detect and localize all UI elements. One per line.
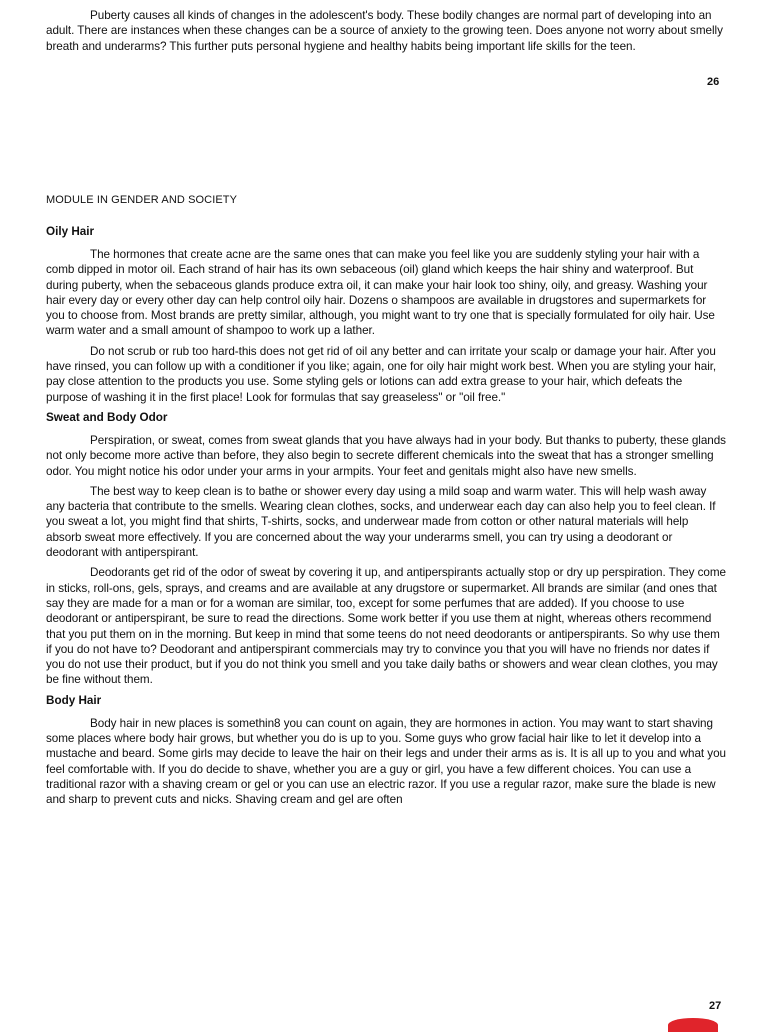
page-number-bottom: 27 <box>709 1000 722 1012</box>
main-content <box>46 222 726 813</box>
paragraph: Body hair in new places is somethin8 you can count on again, they are hormones in action. You may want to start shaving some places where body hair grows, but whether you do is up to you. Some guys who grow facial hair like to let it develop into a mustache and beard. Some girls may decide to leave the hair on their legs and under their arms as is. It is all up to you and what you feel comfortable with. If you do decide to shave, whether you are a guy or girl, you have a few different choices. You can use a traditional razor with a shaving cream or gel or you can use an electric razor. If you use a regular razor, make sure the blade is new and sharp to prevent cuts and nicks. Shaving cream and gel are often <box>46 716 726 807</box>
paragraph: Perspiration, or sweat, comes from sweat glands that you have always had in your body. But thanks to puberty, these glands not only become more active than before, they also begin to secrete different chemicals into the sweat that has a stronger smelling odor. You might notice his odor under your arms in your armpits. Your feet and genitals might also have new smells. <box>46 433 726 478</box>
section-heading-oily-hair: Oily Hair <box>46 225 95 238</box>
previous-page-section <box>46 8 726 59</box>
corner-decoration <box>668 1018 718 1032</box>
paragraph: The best way to keep clean is to bathe or shower every day using a mild soap and warm water. This will help wash away any bacteria that contribute to the smells. Wearing clean clothes, socks, and underwear each day can also help you to feel clean. If you sweat a lot, you might find that shirts, T-shirts, socks, and underwear made from cotton or other natural materials will help absorb sweat more effectively. If you are concerned about the way your underarms smell, you can try using a deodorant or deodorant with antiperspirant. <box>46 484 716 560</box>
paragraph: Deodorants get rid of the odor of sweat by covering it up, and antiperspirants actually stop or dry up perspiration. They come in sticks, roll-ons, gels, sprays, and creams and are available at any drugstore or supermarket. All brands are similar (and ones that say they are made for a man or for a woman are similar, too, except for some perfumes that are added). If you choose to use deodorant or antiperspirant, be sure to read the directions. Some work better if you use them at night, whereas others recommend that you put them on in the morning. But keep in mind that some teens do not need deodorants or antiperspirants. So why use them if you do not have to? Deodorant and antiperspirant commercials may try to convince you that you will have no friends nor dates if you do not use their product, but if you do not think you smell and you take daily baths or showers and wear clean clothes, you may be fine without them. <box>46 566 727 687</box>
paragraph: Do not scrub or rub too hard-this does not get rid of oil any better and can irritate your scalp or damage your hair. After you have rinsed, you can follow up with a conditioner if you like; again, one for oily hair might work best. When you are styling your hair, pay close attention to the products you use. Some styling gels or lotions can add extra grease to your hair, which defeats the purpose of washing it in the first place! Look for formulas that say greaseless" or "oil free." <box>46 344 717 404</box>
module-title: MODULE IN GENDER AND SOCIETY <box>46 194 238 206</box>
section-heading-body-hair: Body Hair <box>46 693 102 707</box>
page-number-top: 26 <box>707 76 720 88</box>
paragraph: The hormones that create acne are the same ones that can make you feel like you are suddenly styling your hair with a comb dipped in motor oil. Each strand of hair has its own sebaceous (oil) gland which keeps the hair shiny and waterproof. But during puberty, when the sebaceous glands produce extra oil, it can make your hair look too shiny, oily, and greasy. Washing your hair every day or every other day can help control oily hair. Dozens o shampoos are available in drugstores and supermarkets for you to choose from. Most brands are pretty similar, although, you might want to try one that is specially formulated for oily hair. Use warm water and a small amount of shampoo to work up a lather. <box>46 248 715 338</box>
section-heading-sweat-body-odor: Sweat and Body Odor <box>46 410 168 424</box>
intro-paragraph: Puberty causes all kinds of changes in the adolescent's body. These bodily changes are normal part of developing into an adult. There are instances when these changes can be a source of anxiety to the growing teen. Does anyone not worry about smelly breath and underarms? This further puts personal hygiene and healthy habits being important life skills for the teen. <box>46 9 723 53</box>
